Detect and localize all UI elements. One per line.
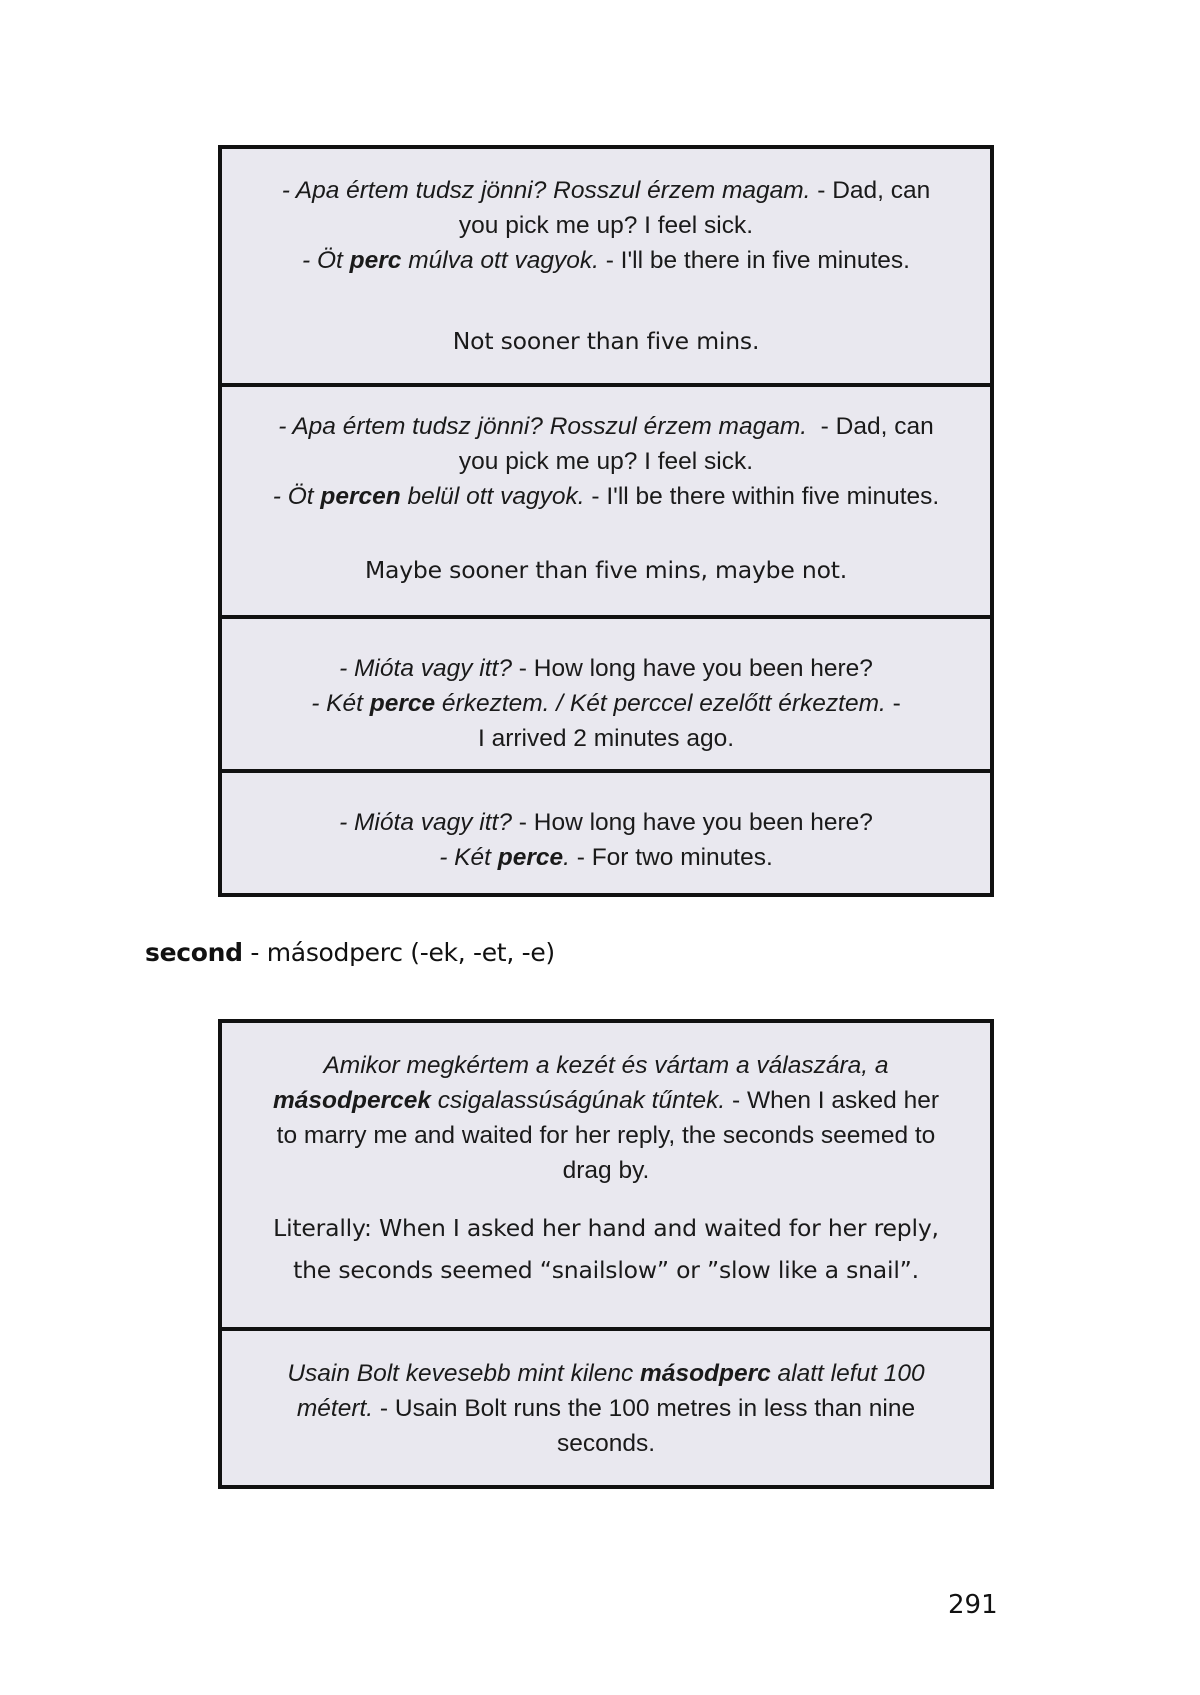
example-line (222, 1048, 990, 1083)
example-row-percen-belul (222, 387, 990, 619)
example-line (222, 409, 990, 444)
highlighted-word: másodperc (640, 1360, 771, 1387)
page-number: 291 (948, 1590, 998, 1620)
english-text: - Dad, can (807, 413, 934, 440)
hungarian-text: érkeztem. / Két perccel ezelőtt érkeztem. (435, 690, 886, 717)
hungarian-text: Amikor megkértem a kezét és vártam a válaszára, a (323, 1052, 889, 1079)
hungarian-text: - Mióta vagy itt? (339, 655, 512, 682)
example-line (222, 243, 990, 278)
hungarian-text: belül ott vagyok. (400, 483, 585, 510)
highlighted-word: percen (320, 483, 401, 510)
english-text: - (885, 690, 901, 717)
example-table-masodperc (218, 1019, 994, 1489)
example-line (222, 1118, 990, 1153)
example-line (222, 444, 990, 479)
example-line (222, 651, 990, 686)
hungarian-text: - Két (439, 844, 498, 871)
example-line (222, 173, 990, 208)
hungarian-text: múlva ott vagyok. (401, 247, 599, 274)
usage-note: Not sooner than five mins. (452, 327, 760, 355)
hungarian-text: - Apa értem tudsz jönni? Rosszul érzem magam. (281, 177, 811, 204)
example-row-perce-erkeztem (222, 619, 990, 773)
hungarian-text: - Mióta vagy itt? (339, 809, 512, 836)
example-table-perc (218, 145, 994, 897)
literal-translation-note: Literally: When I asked her hand and waited for her reply, (273, 1214, 939, 1242)
example-row-masodpercek (222, 1023, 990, 1331)
example-row-masodperc-bolt (222, 1331, 990, 1485)
hungarian-text: - Két (311, 690, 370, 717)
english-text: you pick me up? I feel sick. (458, 212, 754, 239)
example-line (222, 805, 990, 840)
english-text: - I'll be there within five minutes. (584, 483, 940, 510)
example-line (222, 840, 990, 875)
literal-translation-note: the seconds seemed “snailslow” or ”slow like a snail”. (293, 1256, 919, 1284)
hungarian-text: - Öt (302, 247, 350, 274)
hungarian-text: Usain Bolt kevesebb mint kilenc (287, 1360, 641, 1387)
example-line (222, 1083, 990, 1118)
english-text: - Usain Bolt runs the 100 metres in less than nine (373, 1395, 916, 1422)
english-text: - Dad, can (810, 177, 931, 204)
example-row-perce-duration (222, 773, 990, 893)
english-text: - How long have you been here? (512, 655, 873, 682)
example-line (222, 1391, 990, 1426)
example-line (222, 479, 990, 514)
example-line (222, 721, 990, 756)
vocabulary-heading (145, 938, 555, 967)
example-row-perc-mulva (222, 149, 990, 387)
english-text: - For two minutes. (569, 844, 773, 871)
hungarian-text: - Öt (272, 483, 321, 510)
hungarian-text: . (563, 844, 570, 871)
highlighted-word: perce (497, 844, 564, 871)
usage-note: Maybe sooner than five mins, maybe not. (364, 556, 848, 584)
hungarian-text: - Apa értem tudsz jönni? Rosszul érzem magam. (278, 413, 808, 440)
example-line (222, 1426, 990, 1461)
example-line (222, 1356, 990, 1391)
highlighted-word: perc (349, 247, 402, 274)
english-text: seconds. (556, 1430, 656, 1457)
hungarian-text: métert. (296, 1395, 374, 1422)
english-text: - When I asked her (725, 1087, 939, 1114)
example-line (222, 1153, 990, 1188)
english-text: - How long have you been here? (512, 809, 873, 836)
english-text: - I'll be there in five minutes. (598, 247, 910, 274)
vocabulary-term: second (145, 938, 243, 967)
highlighted-word: másodpercek (273, 1087, 431, 1114)
example-line (222, 686, 990, 721)
hungarian-text: alatt lefut 100 (770, 1360, 925, 1387)
english-text: you pick me up? I feel sick. (458, 448, 754, 475)
example-line (222, 208, 990, 243)
english-text: drag by. (562, 1157, 650, 1184)
english-text: to marry me and waited for her reply, the seconds seemed to (276, 1122, 936, 1149)
highlighted-word: perce (369, 690, 436, 717)
vocabulary-definition: - másodperc (-ek, -et, -e) (242, 938, 555, 967)
hungarian-text: csigalassúságúnak tűntek. (431, 1087, 726, 1114)
english-text: I arrived 2 minutes ago. (477, 725, 735, 752)
